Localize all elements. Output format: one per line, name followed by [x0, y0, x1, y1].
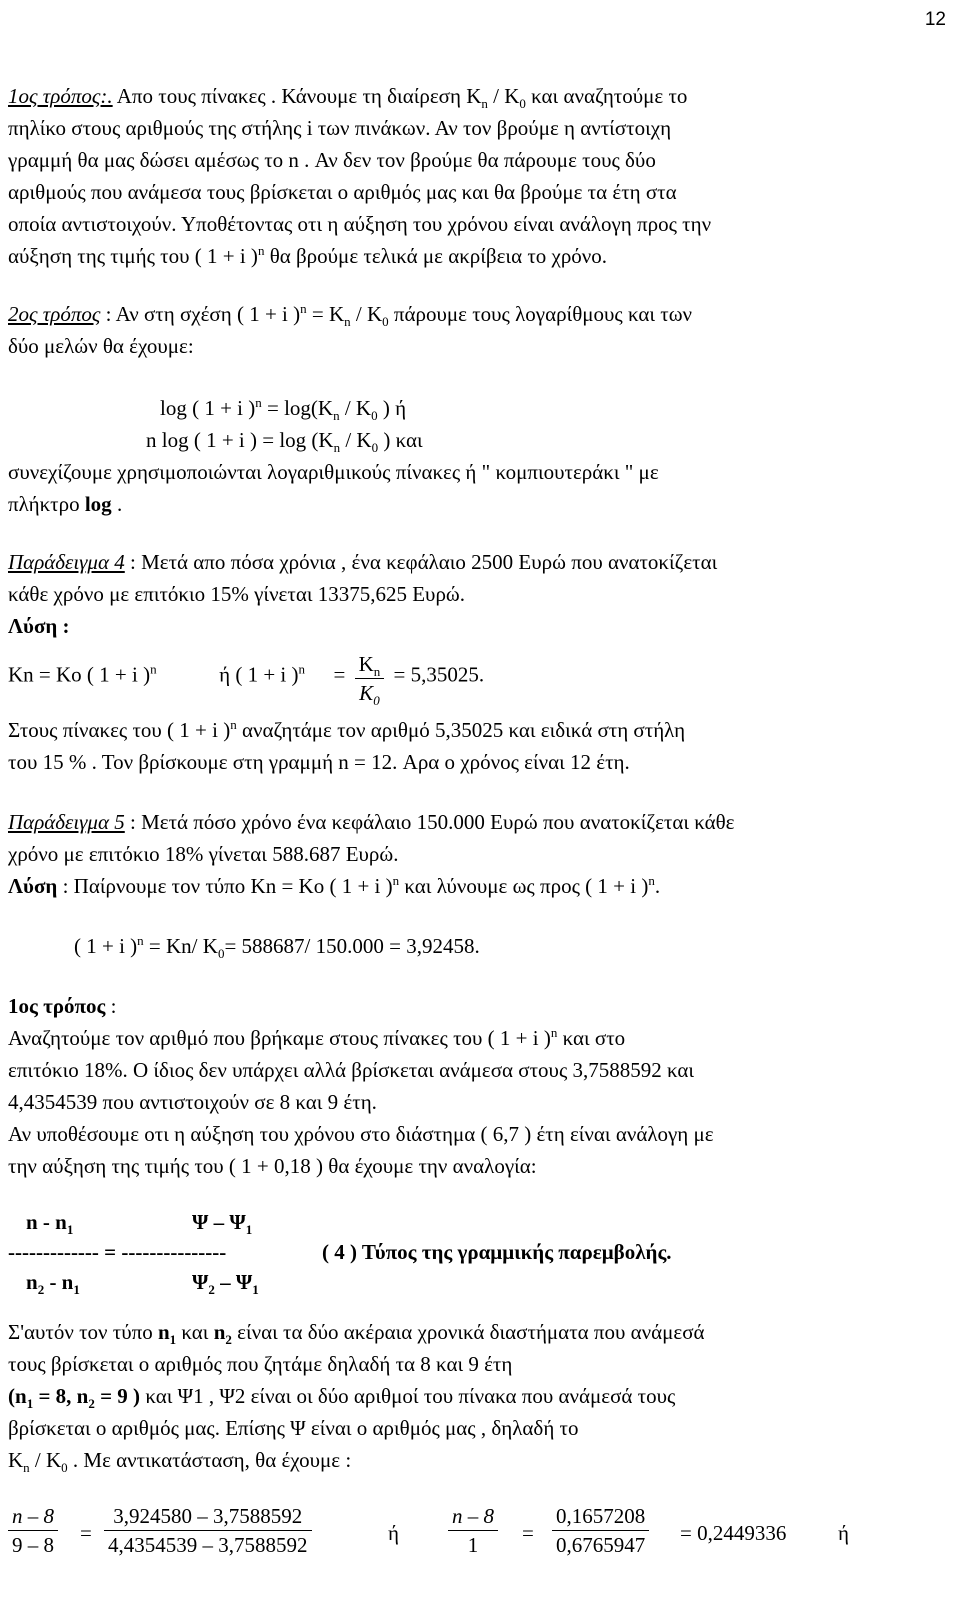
sup: n — [392, 873, 400, 888]
final-fraction-1 — [8, 1502, 58, 1559]
sub: 1 — [73, 1282, 80, 1298]
sup: n — [230, 717, 237, 732]
text: . — [654, 874, 661, 898]
example4-solution: Λύση : — [8, 614, 70, 638]
sub: 0 — [217, 946, 225, 962]
text: . Με αντικατάσταση, θα έχουμε : — [67, 1448, 352, 1472]
frac — [552, 1502, 649, 1559]
para1-line1 — [8, 80, 687, 112]
fraction-numerator — [355, 650, 385, 679]
sub: 0 — [61, 1460, 68, 1476]
example4-line4: του 15 % . Τον βρίσκουμε στη γραμμή n = 12. Αρα ο χρόνος είναι 12 έτη. — [8, 750, 630, 774]
sub: 0 — [373, 693, 380, 709]
text: ( 1 + i ) — [74, 934, 138, 958]
final-fraction-2 — [104, 1502, 312, 1559]
para2-line3: συνεχίζουμε χρησιμοποιώνται λογαριθμικούς πίνακες ή " κομπιουτεράκι " με — [8, 460, 659, 484]
text: = 588687/ 150.000 = 3,92458. — [224, 934, 480, 958]
numerator: 3,924580 – 3,7588592 — [104, 1502, 312, 1531]
sub: 1 — [66, 1222, 74, 1238]
sub: n — [333, 408, 340, 424]
sup: n — [255, 395, 262, 410]
text: n log ( 1 + i ) = log (K — [146, 428, 334, 452]
sub: n — [23, 1460, 30, 1476]
denominator: 1 — [467, 1533, 479, 1557]
n2 — [213, 1320, 232, 1348]
n-values — [8, 1384, 141, 1412]
text: / K — [350, 302, 383, 326]
text: Ψ – Ψ — [192, 1210, 246, 1234]
equation-log2 — [146, 424, 423, 456]
text: n — [213, 1320, 226, 1344]
denominator: 4,4354539 – 3,7588592 — [108, 1533, 308, 1557]
text: : — [105, 994, 117, 1018]
sub: 2 — [208, 1282, 215, 1298]
kn-over-k0-fraction — [355, 650, 385, 707]
para2-line2: δύο μελών θα έχουμε: — [8, 334, 194, 358]
text: K — [358, 652, 374, 676]
log-key: log — [84, 492, 112, 516]
sub: 1 — [245, 1222, 253, 1238]
text: / K — [487, 84, 520, 108]
n1 — [157, 1320, 177, 1348]
numerator: n – 8 — [8, 1502, 58, 1531]
equation-log1 — [160, 392, 406, 424]
text: και στο — [557, 1026, 626, 1050]
text: – Ψ — [214, 1270, 253, 1294]
sup: n — [257, 243, 265, 258]
para1-line2: πηλίκο στους αριθμούς της στήλης i των πινάκων. Αν τον βρούμε η αντίστοιχη — [8, 116, 672, 140]
para3-line5 — [8, 1444, 351, 1476]
sub: n — [333, 440, 341, 456]
method1-label: 1ος τρόπος:. — [8, 84, 113, 108]
way1-line5: την αύξηση της τιμής του ( 1 + 0,18 ) θα έχουμε την αναλογία: — [8, 1154, 537, 1178]
text: : Μετά πόσο χρόνο ένα κεφάλαιο 150.000 Ευρώ που ανατοκίζεται κάθε — [124, 810, 735, 834]
para1-line6 — [8, 240, 607, 272]
text: Kn = Ko ( 1 + i ) — [8, 662, 151, 687]
way1-heading — [8, 990, 117, 1022]
example4-line2: κάθε χρόνο με επιτόκιο 15% γίνεται 13375,625 Ευρώ. — [8, 582, 465, 606]
denominator: 0,6765947 — [556, 1533, 646, 1557]
frac — [104, 1502, 312, 1559]
frac — [448, 1502, 498, 1559]
text: = 8, n — [33, 1384, 89, 1408]
final-fraction-3 — [448, 1502, 498, 1559]
final-result: = 0,2449336 — [680, 1521, 787, 1545]
text: πλήκτρο — [8, 492, 85, 516]
sub: 1 — [252, 1282, 259, 1298]
text: n — [26, 1270, 38, 1294]
sub: 0 — [371, 408, 378, 424]
example4-label: Παράδειγμα 4 — [8, 550, 125, 574]
numerator: n – 8 — [448, 1502, 498, 1531]
text: / K — [339, 396, 372, 420]
text: Απο τους πίνακες . Κάνουμε τη διαίρεση K — [112, 84, 482, 108]
text: πάρουμε τους λογαρίθμους και των — [388, 302, 693, 326]
sup: n — [137, 933, 144, 948]
text: = K — [306, 302, 345, 326]
way1-label: 1ος τρόπος — [8, 994, 106, 1018]
interp-dashes: ------------- = --------------- — [8, 1240, 227, 1264]
para3-line2: τους βρίσκεται ο αριθμός που ζητάμε δηλαδή τα 8 και 9 έτη — [8, 1352, 513, 1376]
text: Αναζητούμε τον αριθμό που βρήκαμε στους πίνακες του ( 1 + i ) — [8, 1026, 551, 1050]
example5-line3 — [8, 870, 660, 902]
para3-line1 — [8, 1316, 705, 1348]
example5-line1 — [8, 806, 735, 838]
or-2: ή — [838, 1521, 849, 1545]
sub: n — [373, 664, 381, 680]
text: Σ'αυτόν τον τύπο — [8, 1320, 158, 1344]
para2-line1 — [8, 298, 692, 330]
text: Στους πίνακες του ( 1 + i ) — [8, 718, 231, 742]
sub: n — [481, 96, 488, 112]
text: αναζητάμε τον αριθμό 5,35025 και ειδικά στη στήλη — [236, 718, 686, 742]
text: θα βρούμε τελικά με ακρίβεια το χρόνο. — [264, 244, 608, 268]
page-number: 12 — [924, 9, 946, 30]
text: n - n — [26, 1210, 67, 1234]
text: αύξηση της τιμής του ( 1 + i ) — [8, 244, 258, 268]
text: και αναζητούμε το — [525, 84, 688, 108]
sup: n — [648, 873, 655, 888]
solution-label: Λύση — [8, 874, 58, 898]
text: = 9 ) — [94, 1384, 141, 1408]
para1-line4: αριθμούς που ανάμεσα τους βρίσκεται ο αριθμός μας και θα βρούμε τα έτη στα — [8, 180, 677, 204]
interp-top-right — [192, 1206, 252, 1238]
text: = log(K — [261, 396, 334, 420]
example5-label: Παράδειγμα 5 — [8, 810, 125, 834]
final-fraction-4 — [552, 1502, 649, 1559]
fraction-denominator — [355, 679, 385, 707]
sub: 0 — [382, 314, 389, 330]
example4-line1 — [8, 546, 717, 578]
para1-line5: οποία αντιστοιχούν. Υποθέτοντας οτι η αύξηση του χρόνου είναι ανάλογη προς την — [8, 212, 712, 236]
sub: 2 — [88, 1396, 95, 1412]
text: n — [157, 1320, 170, 1344]
text: = 5,35025. — [393, 662, 485, 687]
sub: 0 — [519, 96, 526, 112]
text: και Ψ1 , Ψ2 είναι οι δύο αριθμοί του πίνακα που ανάμεσά τους — [140, 1384, 676, 1408]
or-1: ή — [388, 1521, 399, 1545]
way1-line1 — [8, 1022, 625, 1054]
text: ) ή — [377, 396, 407, 420]
text: = — [333, 662, 346, 687]
text: ) και — [378, 428, 423, 452]
sub: 1 — [26, 1396, 34, 1412]
para1-line3: γραμμή θα μας δώσει αμέσως το n . Αν δεν τον βρούμε θα πάρουμε τους δύο — [8, 148, 656, 172]
frac — [8, 1502, 58, 1559]
sub: n — [344, 314, 351, 330]
sup: n — [150, 661, 157, 677]
sub: 1 — [169, 1332, 177, 1348]
text: log ( 1 + i ) — [160, 396, 256, 420]
text: / K — [340, 428, 372, 452]
text: ή ( 1 + i ) — [219, 662, 299, 687]
sup: n — [300, 301, 307, 316]
text: Ψ — [192, 1270, 209, 1294]
sub: 2 — [225, 1332, 232, 1348]
example5-equation — [74, 930, 480, 962]
example4-line3 — [8, 714, 685, 746]
interp-bottom-right — [192, 1266, 259, 1298]
para3-line4: βρίσκεται ο αριθμός μας. Επίσης Ψ είναι ο αριθμός μας , δηλαδή το — [8, 1416, 579, 1440]
text: : Παίρνουμε τον τύπο Kn = Ko ( 1 + i ) — [57, 874, 393, 898]
interp-bottom-left — [26, 1266, 80, 1298]
equals-2: = — [522, 1521, 534, 1545]
interp-top-left — [26, 1206, 73, 1238]
way1-line3: 4,4354539 που αντιστοιχούν σε 8 και 9 έτη. — [8, 1090, 377, 1114]
interp-formula-name: ( 4 ) Τύπος της γραμμικής παρεμβολής. — [322, 1240, 672, 1264]
text: και λύνουμε ως προς ( 1 + i ) — [399, 874, 649, 898]
denominator: 9 – 8 — [12, 1533, 54, 1557]
text: είναι τα δύο ακέραια χρονικά διαστήματα που ανάμεσά — [231, 1320, 705, 1344]
way1-line2: επιτόκιο 18%. Ο ίδιος δεν υπάρχει αλλά βρίσκεται ανάμεσα στους 3,7588592 και — [8, 1058, 695, 1082]
text: K — [359, 681, 374, 705]
para3-line3 — [8, 1380, 675, 1412]
method2-label: 2ος τρόπος — [8, 302, 101, 326]
text: (n — [8, 1384, 27, 1408]
sup: n — [298, 661, 305, 677]
para2-line4 — [8, 488, 122, 520]
text: και — [176, 1320, 214, 1344]
text: / K — [29, 1448, 62, 1472]
text: . — [111, 492, 123, 516]
equals-1: = — [80, 1521, 92, 1545]
text: : Μετά απο πόσα χρόνια , ένα κεφάλαιο 2500 Ευρώ που ανατοκίζεται — [124, 550, 718, 574]
example4-equation — [8, 648, 484, 708]
text: - n — [44, 1270, 74, 1294]
text: K — [8, 1448, 24, 1472]
sub: 0 — [371, 440, 379, 456]
numerator: 0,1657208 — [552, 1502, 649, 1531]
way1-line4: Αν υποθέσουμε οτι η αύξηση του χρόνου στο διάστημα ( 6,7 ) έτη είναι ανάλογη με — [8, 1122, 714, 1146]
sub: 2 — [37, 1282, 45, 1298]
example5-line2: χρόνο με επιτόκιο 18% γίνεται 588.687 Ευρώ. — [8, 842, 399, 866]
text: = Kn/ K — [143, 934, 218, 958]
sup: n — [550, 1025, 558, 1040]
text: : Αν στη σχέση ( 1 + i ) — [100, 302, 301, 326]
